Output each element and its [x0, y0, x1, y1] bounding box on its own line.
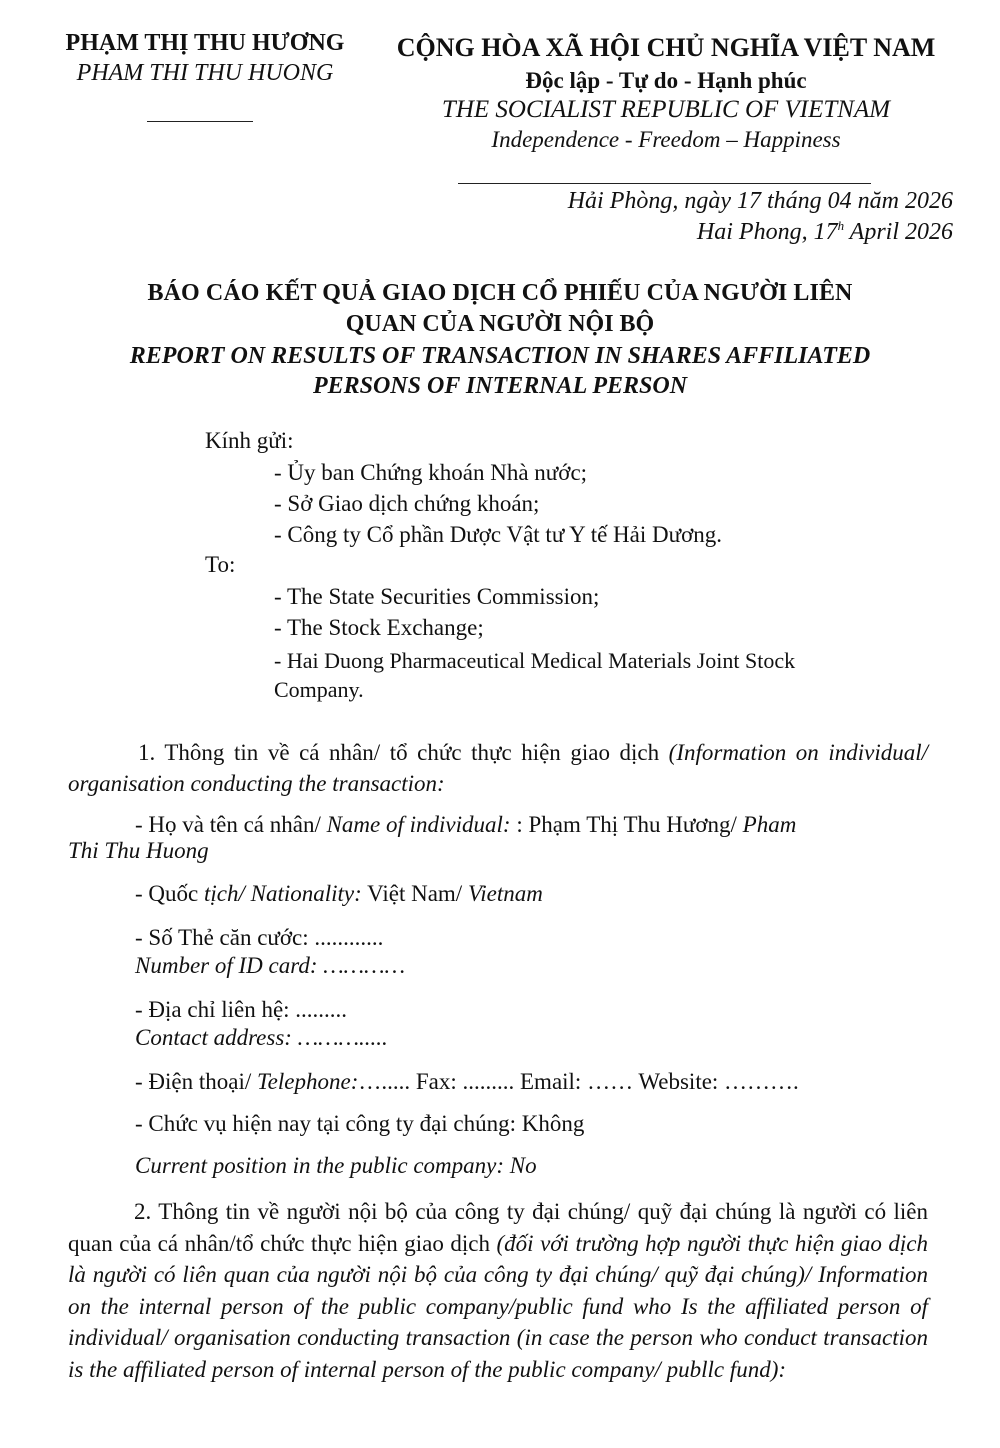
national-title-en: THE SOCIALIST REPUBLIC OF VIETNAM — [441, 96, 891, 123]
name-label-vn: - Họ và tên cá nhân/ — [135, 812, 327, 837]
national-title: CỘNG HÒA XÃ HỘI CHỦ NGHĨA VIỆT NAM — [396, 33, 936, 62]
contact-field — [135, 1069, 799, 1095]
name-value-en: Pham — [742, 812, 797, 837]
address-field-en: Contact address: ………..... — [135, 1025, 388, 1050]
name-value-en-cont: Thi Thu Huong — [68, 838, 209, 863]
recipient-item-en: - The State Securities Commission; — [274, 584, 600, 609]
date-en-suffix: April 2026 — [844, 219, 953, 245]
name-field — [135, 811, 928, 838]
national-motto: Độc lập - Tự do - Hạnh phúc — [525, 68, 807, 93]
report-title-vn-line2: QUAN CỦA NGƯỜI NỘI BỘ — [345, 311, 655, 337]
id-card-field-en: Number of ID card: ………… — [135, 953, 406, 978]
section1-heading-vn: 1. Thông tin về cá nhân/ tổ chức thực hiện giao dịch — [138, 740, 669, 765]
sender-name-en: PHAM THI THU HUONG — [76, 60, 334, 86]
recipient-item-vn: - Ủy ban Chứng khoán Nhà nước; — [274, 460, 588, 485]
address-field-vn: - Địa chỉ liên hệ: ......... — [135, 997, 348, 1022]
name-value-vn: : Phạm Thị Thu Hương/ — [510, 812, 743, 837]
sender-divider — [147, 121, 253, 122]
nationality-value-vn: Việt Nam/ — [361, 881, 468, 906]
date-en-prefix: Hai Phong, 17 — [696, 219, 838, 245]
recipient-item-en: - Hai Duong Pharmaceutical Medical Materials Joint Stock — [274, 648, 796, 673]
date-en-ordinal: h — [837, 218, 845, 233]
recipient-item-vn: - Công ty Cổ phần Dược Vật tư Y tế Hải Dương. — [274, 522, 722, 547]
telephone-label-en: Telephone: — [257, 1069, 359, 1094]
section2-text-en: (đối với trường hợp người thực hiện giao dịch là người có liên quan của người nội bộ của công ty đại chúng/ quỹ đại chúng)/ Information on the internal person of the public company/public fund who Is the affiliated person of individual/ organisation conducting transaction (in case the person who conduct transaction is the affiliated person of internal person of the public company/ publlc fund): — [68, 1230, 928, 1382]
sender-name: PHẠM THỊ THU HƯƠNG — [65, 30, 345, 56]
position-field-vn: - Chức vụ hiện nay tại công ty đại chúng: Không — [135, 1111, 585, 1136]
id-card-field-vn: - Số Thẻ căn cước: ............ — [135, 925, 384, 950]
national-motto-en: Independence - Freedom – Happiness — [491, 127, 841, 152]
nationality-field — [135, 881, 543, 907]
date-line-vn: Hải Phòng, ngày 17 tháng 04 năm 2026 — [567, 188, 953, 214]
section1-heading-en: (Information on individual/ organisation conducting the transaction: — [68, 740, 928, 796]
nationality-label-vn: - Quốc — [135, 881, 204, 906]
section2-paragraph — [68, 1196, 928, 1386]
recipient-item-en-cont: Company. — [274, 677, 364, 702]
nationality-value-en: Vietnam — [467, 881, 543, 906]
report-title-en-line2: PERSONS OF INTERNAL PERSON — [312, 373, 688, 399]
recipients-label-vn: Kính gửi: — [205, 428, 294, 453]
report-title-vn-line1: BÁO CÁO KẾT QUẢ GIAO DỊCH CỔ PHIẾU CỦA NGƯỜI LIÊN — [147, 280, 853, 306]
section2-text-vn: 2. Thông tin về người nội bộ của công ty đại chúng/ quỹ đại chúng là người có liên quan của cá nhân/tổ chức thực hiện giao dịch — [68, 1199, 928, 1256]
nationality-label-en: tịch/ Nationality: — [203, 881, 362, 906]
telephone-label-vn: - Điện thoại/ — [135, 1069, 257, 1094]
date-line-en — [697, 218, 953, 246]
recipients-label-en: To: — [205, 552, 236, 577]
name-label-en: Name of individual: — [326, 812, 511, 837]
section1-heading — [68, 737, 928, 799]
recipient-item-en: - The Stock Exchange; — [274, 615, 484, 640]
national-divider — [458, 183, 871, 184]
report-title-en-line1: REPORT ON RESULTS OF TRANSACTION IN SHARES AFFILIATED — [129, 343, 871, 369]
position-field-en: Current position in the public company: No — [135, 1153, 537, 1178]
recipient-item-vn: - Sở Giao dịch chứng khoán; — [274, 491, 540, 516]
fax-email-website: …..... Fax: ......... Email: …… Website: ………. — [358, 1069, 799, 1094]
